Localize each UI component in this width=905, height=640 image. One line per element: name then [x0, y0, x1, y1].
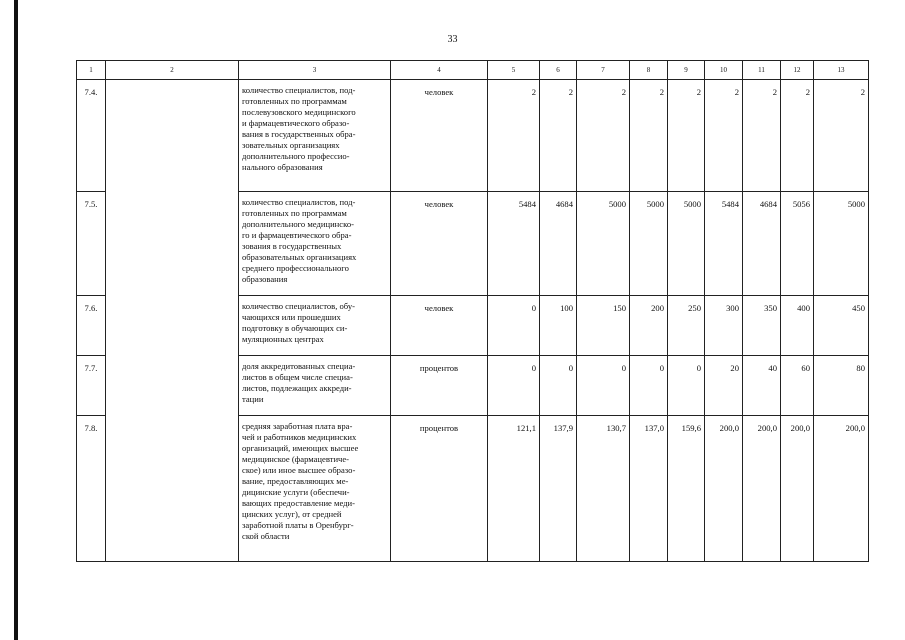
value-cell: 137,0 — [630, 416, 668, 562]
value-cell: 2 — [814, 80, 869, 192]
description-line: муляционных центрах — [242, 334, 324, 344]
row-number: 7.8. — [77, 416, 106, 562]
value-cell: 2 — [668, 80, 705, 192]
description-line: подготовку в обучающих си- — [242, 323, 348, 333]
value-cell: 300 — [705, 296, 743, 356]
description-line: количество специалистов, под- — [242, 85, 356, 95]
description-line: количество специалистов, под- — [242, 197, 356, 207]
description-line: организаций, имеющих высшее — [242, 443, 359, 453]
value-cell: 5000 — [577, 192, 630, 296]
description-line: средняя заработная плата вра- — [242, 421, 353, 431]
value-cell: 0 — [540, 356, 577, 416]
description-line: ской области — [242, 531, 290, 541]
value-cell: 121,1 — [488, 416, 540, 562]
value-cell: 2 — [781, 80, 814, 192]
value-cell: 5484 — [488, 192, 540, 296]
column-header: 7 — [577, 61, 630, 80]
value-cell: 200,0 — [781, 416, 814, 562]
binding-edge — [14, 0, 18, 640]
description-line: заработной платы в Оренбург- — [242, 520, 354, 530]
description-line: готовленных по программам — [242, 96, 347, 106]
unit-of-measure: процентов — [391, 416, 488, 562]
value-cell: 20 — [705, 356, 743, 416]
column-header: 13 — [814, 61, 869, 80]
description-line: вание, предоставляющих ме- — [242, 476, 349, 486]
column-header: 2 — [106, 61, 239, 80]
indicator-description — [239, 192, 391, 296]
value-cell: 400 — [781, 296, 814, 356]
description-line: и фармацевтического образо- — [242, 118, 350, 128]
value-cell: 250 — [668, 296, 705, 356]
description-line: послевузовского медицинского — [242, 107, 356, 117]
value-cell: 350 — [743, 296, 781, 356]
value-cell: 450 — [814, 296, 869, 356]
column-header: 9 — [668, 61, 705, 80]
description-line: цинских услуг), от средней — [242, 509, 342, 519]
value-cell: 0 — [488, 356, 540, 416]
column-header: 6 — [540, 61, 577, 80]
value-cell: 5484 — [705, 192, 743, 296]
description-line: доля аккредитованных специа- — [242, 361, 356, 371]
indicators-table — [76, 60, 869, 562]
table-row — [77, 80, 869, 192]
value-cell: 200,0 — [743, 416, 781, 562]
value-cell: 200 — [630, 296, 668, 356]
value-cell: 100 — [540, 296, 577, 356]
description-line: дополнительного медицинско- — [242, 219, 354, 229]
description-line: дицинские услуги (обеспечи- — [242, 487, 350, 497]
value-cell: 2 — [488, 80, 540, 192]
unit-of-measure: человек — [391, 296, 488, 356]
value-cell: 2 — [577, 80, 630, 192]
indicator-description — [239, 296, 391, 356]
value-cell: 5056 — [781, 192, 814, 296]
description-line: среднего профессионального — [242, 263, 349, 273]
indicator-description — [239, 416, 391, 562]
description-line: зовательных организациях — [242, 140, 340, 150]
unit-of-measure: человек — [391, 192, 488, 296]
column-header: 3 — [239, 61, 391, 80]
row-number: 7.4. — [77, 80, 106, 192]
column-header: 4 — [391, 61, 488, 80]
value-cell: 4684 — [540, 192, 577, 296]
description-line: количество специалистов, обу- — [242, 301, 355, 311]
value-cell: 159,6 — [668, 416, 705, 562]
value-cell: 2 — [540, 80, 577, 192]
page-number: 33 — [447, 34, 458, 45]
column-header: 12 — [781, 61, 814, 80]
value-cell: 0 — [668, 356, 705, 416]
description-line: ское) или иное высшее образо- — [242, 465, 356, 475]
value-cell: 150 — [577, 296, 630, 356]
value-cell: 2 — [630, 80, 668, 192]
value-cell: 130,7 — [577, 416, 630, 562]
column-number-row — [77, 61, 869, 80]
value-cell: 5000 — [814, 192, 869, 296]
column-header: 8 — [630, 61, 668, 80]
value-cell: 0 — [630, 356, 668, 416]
description-line: чающихся или прошедших — [242, 312, 341, 322]
value-cell: 0 — [488, 296, 540, 356]
value-cell: 2 — [705, 80, 743, 192]
description-line: чей и работников медицинских — [242, 432, 357, 442]
value-cell: 4684 — [743, 192, 781, 296]
description-line: дополнительного профессио- — [242, 151, 350, 161]
value-cell: 0 — [577, 356, 630, 416]
description-line: зования в государственных — [242, 241, 342, 251]
column-header: 1 — [77, 61, 106, 80]
description-line: листов в общем числе специа- — [242, 372, 353, 382]
value-cell: 5000 — [630, 192, 668, 296]
description-line: вающих предоставление меди- — [242, 498, 355, 508]
value-cell: 5000 — [668, 192, 705, 296]
indicator-description — [239, 356, 391, 416]
column-header: 11 — [743, 61, 781, 80]
value-cell: 2 — [743, 80, 781, 192]
indicator-description — [239, 80, 391, 192]
description-line: образовательных организациях — [242, 252, 357, 262]
description-line: готовленных по программам — [242, 208, 347, 218]
value-cell: 80 — [814, 356, 869, 416]
description-line: вания в государственных обра- — [242, 129, 356, 139]
description-line: медицинское (фармацевтиче- — [242, 454, 350, 464]
row-number: 7.5. — [77, 192, 106, 296]
unit-of-measure: человек — [391, 80, 488, 192]
row-number: 7.6. — [77, 296, 106, 356]
value-cell: 137,9 — [540, 416, 577, 562]
merged-empty-cell — [106, 80, 239, 562]
value-cell: 200,0 — [705, 416, 743, 562]
row-number: 7.7. — [77, 356, 106, 416]
description-line: листов, подлежащих аккреди- — [242, 383, 352, 393]
description-line: го и фармацевтического обра- — [242, 230, 352, 240]
value-cell: 200,0 — [814, 416, 869, 562]
value-cell: 40 — [743, 356, 781, 416]
description-line: нального образования — [242, 162, 323, 172]
column-header: 10 — [705, 61, 743, 80]
column-header: 5 — [488, 61, 540, 80]
description-line: образования — [242, 274, 288, 284]
unit-of-measure: процентов — [391, 356, 488, 416]
value-cell: 60 — [781, 356, 814, 416]
description-line: тации — [242, 394, 264, 404]
